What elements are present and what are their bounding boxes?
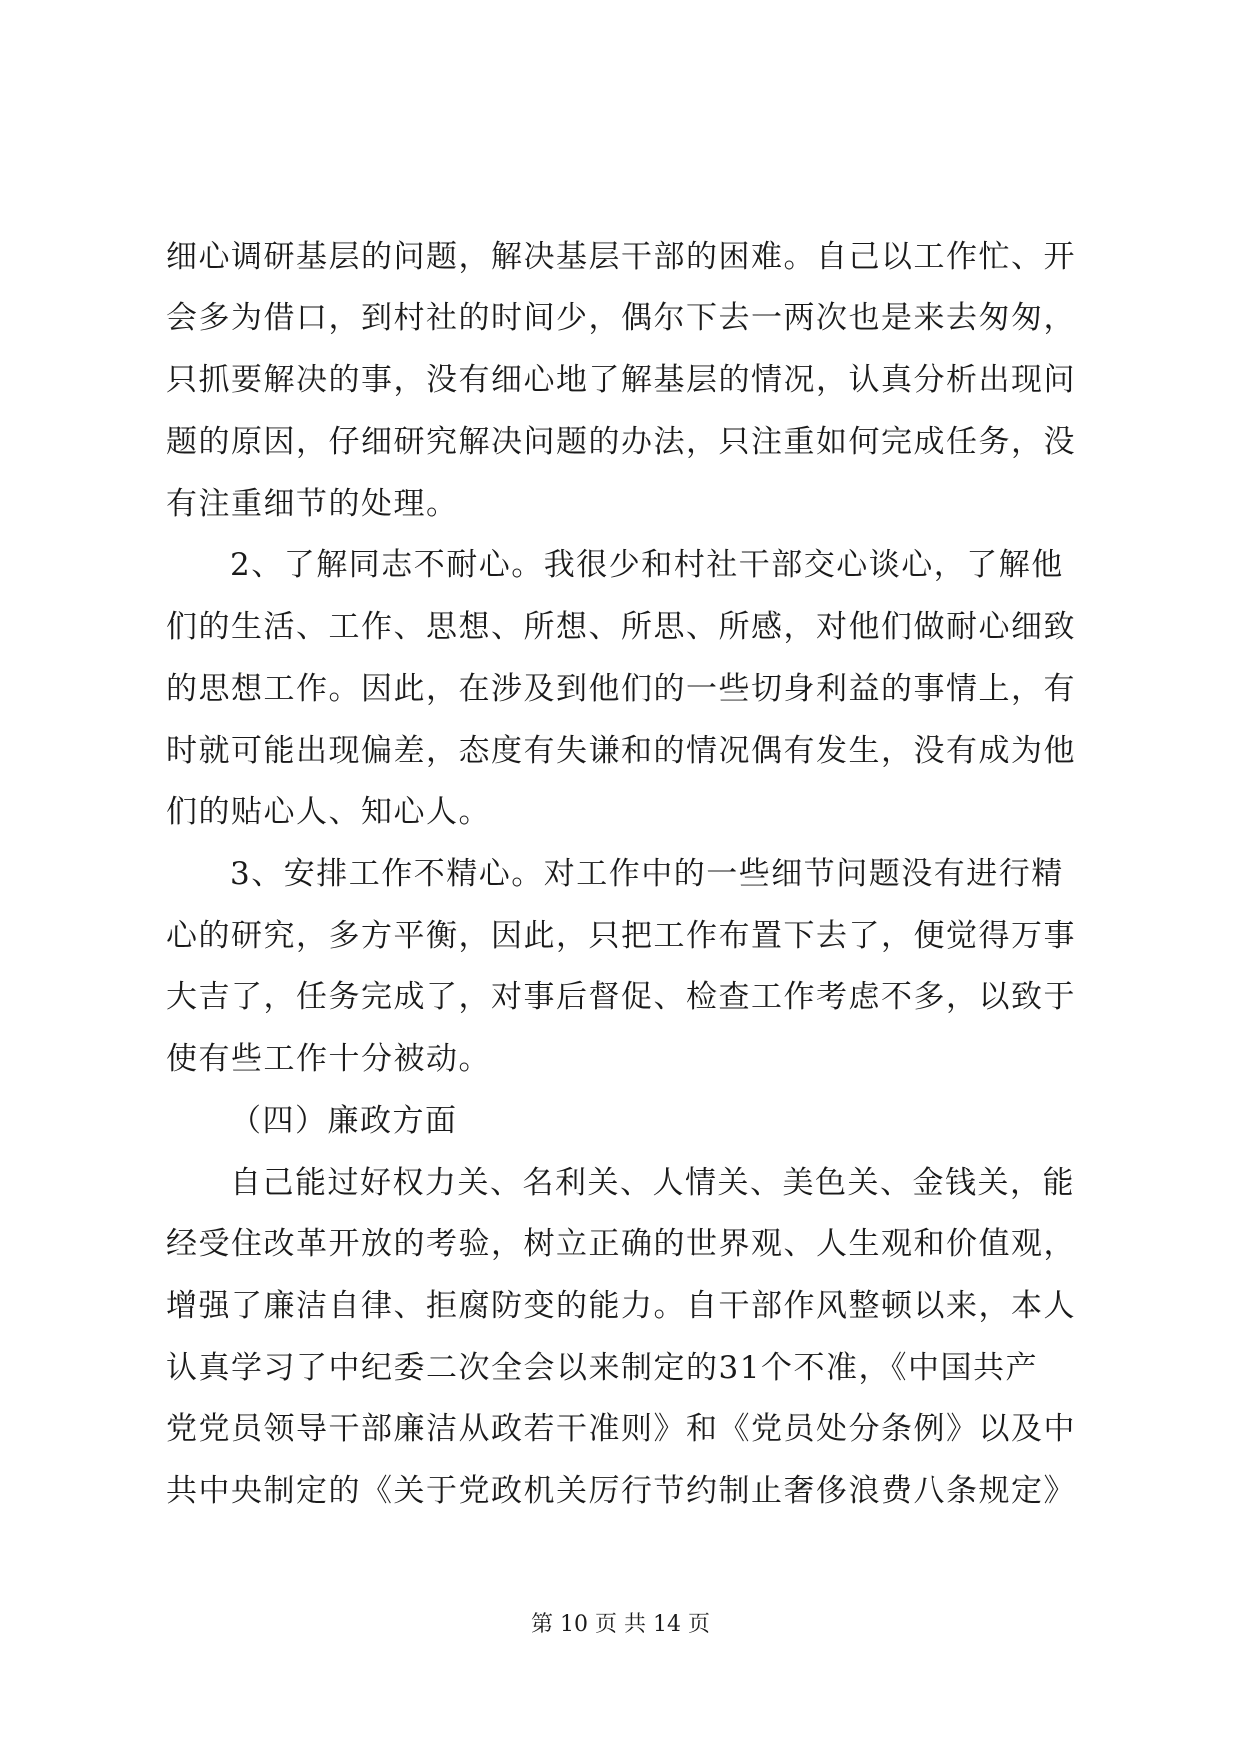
text-line: 经受住改革开放的考验，树立正确的世界观、人生观和价值观， — [166, 1226, 1076, 1262]
text-line: 心的研究，多方平衡，因此，只把工作布置下去了，便觉得万事 — [166, 918, 1076, 954]
text-line: 会多为借口，到村社的时间少，偶尔下去一两次也是来去匆匆， — [166, 300, 1076, 336]
paragraph-start-line: 2、了解同志不耐心。我很少和村社干部交心谈心，了解他 — [230, 547, 1064, 583]
text-line: 细心调研基层的问题，解决基层干部的困难。自己以工作忙、开 — [166, 239, 1076, 275]
text-line: 只抓要解决的事，没有细心地了解基层的情况，认真分析出现问 — [166, 362, 1076, 398]
text-line: 们的贴心人、知心人。 — [166, 794, 491, 830]
paragraph-start-line: 自己能过好权力关、名利关、人情关、美色关、金钱关，能 — [230, 1165, 1075, 1201]
text-line: 大吉了，任务完成了，对事后督促、检查工作考虑不多，以致于 — [166, 979, 1076, 1015]
section-heading: （四）廉政方面 — [230, 1103, 458, 1139]
text-line: 时就可能出现偏差，态度有失谦和的情况偶有发生，没有成为他 — [166, 733, 1076, 769]
text-line: 增强了廉洁自律、拒腐防变的能力。自干部作风整顿以来，本人 — [166, 1288, 1076, 1324]
text-line: 们的生活、工作、思想、所想、所思、所感，对他们做耐心细致 — [166, 609, 1076, 645]
text-line: 党党员领导干部廉洁从政若干准则》和《党员处分条例》以及中 — [166, 1411, 1076, 1447]
page-footer: 第 10 页 共 14 页 — [531, 1612, 710, 1637]
text-line: 的思想工作。因此，在涉及到他们的一些切身利益的事情上，有 — [166, 671, 1076, 707]
text-line: 认真学习了中纪委二次全会以来制定的31个不准，《中国共产 — [166, 1350, 1038, 1386]
text-line: 使有些工作十分被动。 — [166, 1041, 491, 1077]
text-line: 题的原因，仔细研究解决问题的办法，只注重如何完成任务，没 — [166, 424, 1076, 460]
text-line: 共中央制定的《关于党政机关厉行节约制止奢侈浪费八条规定》 — [166, 1473, 1076, 1509]
paragraph-start-line: 3、安排工作不精心。对工作中的一些细节问题没有进行精 — [230, 856, 1064, 892]
text-line: 有注重细节的处理。 — [166, 486, 459, 522]
